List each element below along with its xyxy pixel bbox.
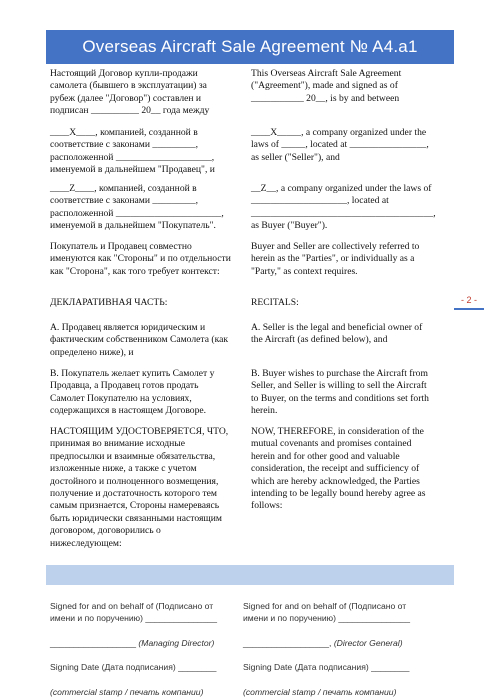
ru-seller-paragraph: ____X____, компанией, созданной в соответствие с законами _________, расположенной ____________________, именуемой в дальнейшем "Продавец", и bbox=[50, 127, 215, 176]
en-buyer-paragraph: __Z__, a company organized under the laws of ____________________, located at ______________________________________, as Buyer ("Buyer"). bbox=[251, 183, 436, 232]
en-recital-b: B. Buyer wishes to purchase the Aircraft from Seller, and Seller is willing to sell the Aircraft to Buyer, on the terms and conditions set forth herein. bbox=[251, 368, 429, 417]
footer-band bbox=[46, 565, 454, 585]
en-recitals-heading: RECITALS: bbox=[251, 297, 299, 308]
ru-recital-a: А. Продавец является юридическим и фактическим собственником Самолета (как определено ниже), и bbox=[50, 322, 228, 358]
buyer-signing-date: Signing Date (Дата подписания) ________ bbox=[243, 662, 410, 673]
seller-stamp-label: (commercial stamp / печать компании) bbox=[50, 686, 204, 697]
page-number: - 2 - bbox=[460, 295, 477, 305]
ru-recitals-heading: ДЕКЛАРАТИВНАЯ ЧАСТЬ: bbox=[50, 297, 168, 308]
seller-signatory-role: (Managing Director) bbox=[138, 637, 215, 648]
buyer-signatory-role: (Director General) bbox=[333, 637, 403, 648]
buyer-signed-on-behalf: Signed for and on behalf of (Подписано от имени и по поручению) _______________ bbox=[243, 601, 411, 624]
signature-block-seller bbox=[50, 588, 246, 700]
ru-therefore-paragraph: НАСТОЯЩИМ УДОСТОВЕРЯЕТСЯ, ЧТО, принимая во внимание исходные предпосылки и взаимные обязательства, изложенные ниже, а также с учетом достойного и полноценного возмещения, получение и достаточность которого тем самым признается, Стороны намереваясь быть юридически связанными настоящим договором, договорились о нижеследующем: bbox=[50, 426, 229, 549]
seller-signing-date: Signing Date (Дата подписания) ________ bbox=[50, 662, 217, 673]
ru-parties-paragraph: Покупатель и Продавец совместно именуются как "Стороны" и по отдельности как "Сторона", как того требует контекст: bbox=[50, 241, 231, 277]
buyer-signatory-line bbox=[243, 637, 453, 649]
signature-block-buyer bbox=[243, 588, 453, 700]
ru-recital-b: В. Покупатель желает купить Самолет у Продавца, а Продавец готов продать Самолет Покупателю на условиях, содержащихся в настоящем Договоре. bbox=[50, 368, 215, 417]
en-seller-paragraph: ____X_____, a company organized under the laws of _____, located at ________________, as seller ("Seller"), and bbox=[251, 127, 429, 163]
seller-signature-blank: __________________ bbox=[50, 637, 137, 648]
en-intro-paragraph: This Overseas Aircraft Sale Agreement ("Agreement"), made and signed as of ___________ 20__, is by and between bbox=[251, 68, 402, 104]
buyer-signature-blank: __________________, bbox=[243, 637, 332, 648]
en-therefore-paragraph: NOW, THEREFORE, in consideration of the mutual covenants and promises contained herein and for other good and valuable consideration, the receipt and sufficiency of which are hereby acknowledged, the Parties intending to be legally bound hereby agree as follows: bbox=[251, 426, 426, 512]
en-parties-paragraph: Buyer and Seller are collectively referred to herein as the "Parties", or individually as a "Party," as context requires. bbox=[251, 241, 420, 277]
document-title: Overseas Aircraft Sale Agreement № A4.a1 bbox=[46, 30, 454, 64]
page-number-underline bbox=[454, 308, 484, 310]
buyer-stamp-label: (commercial stamp / печать компании) bbox=[243, 686, 397, 697]
en-recital-a: A. Seller is the legal and beneficial owner of the Aircraft (as defined below), and bbox=[251, 322, 423, 346]
seller-signatory-line bbox=[50, 637, 246, 649]
ru-intro-paragraph: Настоящий Договор купли-продажи самолета (бывшего в эксплуатации) за рубеж (далее "Договор") составлен и подписан __________ 20__ года между bbox=[50, 68, 210, 117]
ru-buyer-paragraph: ____Z____, компанией, созданной в соответствие с законами _________, расположенной ______________________, именуемой в дальнейшем "Покупатель". bbox=[50, 183, 224, 232]
seller-signed-on-behalf: Signed for and on behalf of (Подписано от имени и по поручению) _______________ bbox=[50, 601, 218, 624]
